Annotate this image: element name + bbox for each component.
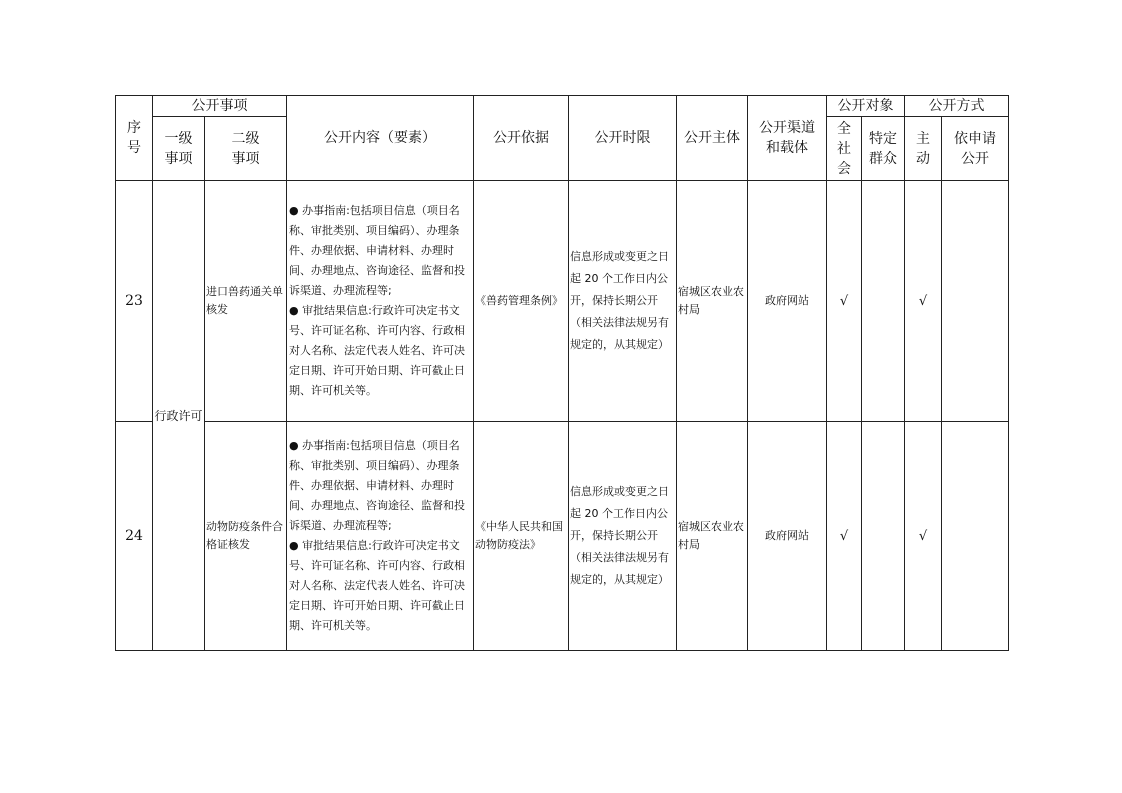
row-specific-check	[862, 422, 905, 651]
row-seq: 24	[116, 422, 153, 651]
header-basis: 公开依据	[474, 96, 569, 181]
header-specific: 特定群众	[862, 117, 905, 181]
row-subject: 宿城区农业农村局	[677, 422, 748, 651]
row-on-request-check	[942, 422, 1009, 651]
header-audience: 公开对象	[827, 96, 905, 117]
content-result: ● 审批结果信息:行政许可决定书文号、许可证名称、许可内容、行政相对人名称、法定代表人姓名、许可决定日期、许可开始日期、许可截止日期、许可机关等。	[289, 539, 465, 632]
row-time-limit: 信息形成或变更之日起 20 个工作日内公开，保持长期公开（相关法律法规另有规定的，从其规定）	[569, 181, 677, 422]
row-channel: 政府网站	[748, 422, 827, 651]
header-society: 全社会	[827, 117, 862, 181]
row-active-check: √	[905, 422, 942, 651]
row-level2: 动物防疫条件合格证核发	[205, 422, 287, 651]
row-active-check: √	[905, 181, 942, 422]
header-active: 主动	[905, 117, 942, 181]
header-public-items: 公开事项	[153, 96, 287, 117]
content-guide: ● 办事指南:包括项目信息（项目名称、审批类别、项目编码）、办理条件、办理依据、申请材料、办理时间、办理地点、咨询途径、监督和投诉渠道、办理流程等;	[289, 439, 465, 532]
row-society-check: √	[827, 422, 862, 651]
row-specific-check	[862, 181, 905, 422]
content-guide: ● 办事指南:包括项目信息（项目名称、审批类别、项目编码）、办理条件、办理依据、申请材料、办理时间、办理地点、咨询途径、监督和投诉渠道、办理流程等;	[289, 204, 465, 297]
row-basis: 《兽药管理条例》	[474, 181, 569, 422]
row-channel: 政府网站	[748, 181, 827, 422]
row-content	[287, 181, 474, 422]
header-row-1	[116, 96, 1009, 117]
header-on-request: 依申请公开	[942, 117, 1009, 181]
table-row	[116, 422, 1009, 651]
header-channel: 公开渠道和载体	[748, 96, 827, 181]
row-content	[287, 422, 474, 651]
table-row	[116, 181, 1009, 422]
row-level2: 进口兽药通关单核发	[205, 181, 287, 422]
row-time-limit: 信息形成或变更之日起 20 个工作日内公开，保持长期公开（相关法律法规另有规定的，从其规定）	[569, 422, 677, 651]
header-subject: 公开主体	[677, 96, 748, 181]
row-seq: 23	[116, 181, 153, 422]
row-subject: 宿城区农业农村局	[677, 181, 748, 422]
level1-category: 行政许可	[153, 181, 205, 651]
row-on-request-check	[942, 181, 1009, 422]
header-seq: 序号	[116, 96, 153, 181]
header-time-limit: 公开时限	[569, 96, 677, 181]
header-level1: 一级事项	[153, 117, 205, 181]
disclosure-table	[115, 95, 1009, 651]
row-society-check: √	[827, 181, 862, 422]
header-content: 公开内容（要素）	[287, 96, 474, 181]
row-basis: 《中华人民共和国动物防疫法》	[474, 422, 569, 651]
header-level2: 二级事项	[205, 117, 287, 181]
header-method: 公开方式	[905, 96, 1009, 117]
content-result: ● 审批结果信息:行政许可决定书文号、许可证名称、许可内容、行政相对人名称、法定代表人姓名、许可决定日期、许可开始日期、许可截止日期、许可机关等。	[289, 304, 465, 397]
